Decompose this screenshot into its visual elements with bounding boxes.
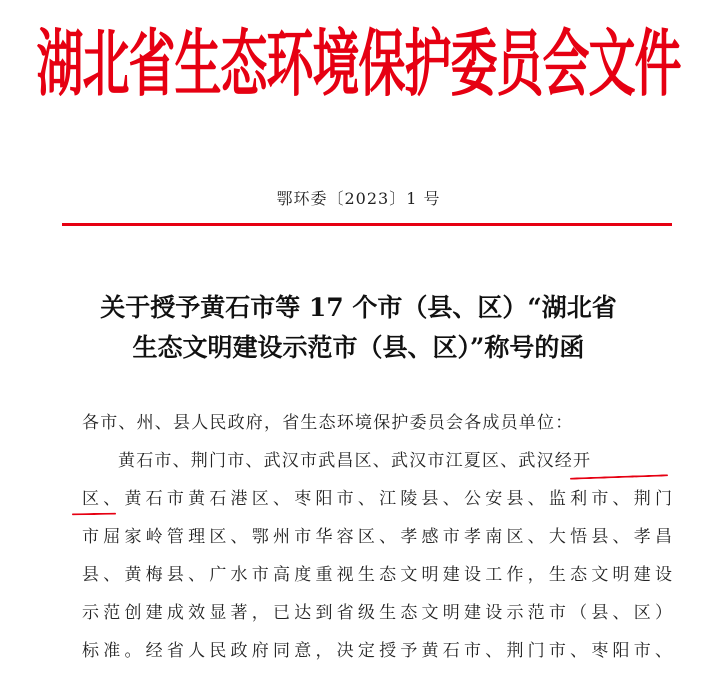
body-line: 标准。经省人民政府同意，决定授予黄石市、荆门市、枣阳市、 <box>82 641 672 661</box>
document-header-title: 湖北省生态环境保护委员会文件 <box>36 21 681 107</box>
document-title-line-2: 生态文明建设示范市（县、区）”称号的函 <box>132 333 585 362</box>
body-line: 县、黄梅县、广水市高度重视生态文明建设工作，生态文明建设 <box>82 565 672 585</box>
body-line: 黄石市、荆门市、武汉市武昌区、武汉市江夏区、武汉经开 <box>118 451 592 471</box>
salutation: 各市、州、县人民政府，省生态环境保护委员会各成员单位： <box>82 413 574 433</box>
document-body <box>82 410 672 676</box>
document-title <box>40 288 677 368</box>
red-divider-line <box>62 223 672 226</box>
body-line: 区、黄石市黄石港区、枣阳市、江陵县、公安县、监利市、荆门 <box>82 489 672 509</box>
body-line: 示范创建成效显著，已达到省级生态文明建设示范市（县、区） <box>82 603 672 623</box>
document-number: 鄂环委〔2023〕1 号 <box>276 189 441 208</box>
body-line: 市屈家岭管理区、鄂州市华容区、孝感市孝南区、大悟县、孝昌 <box>82 527 672 547</box>
document-title-line-1: 关于授予黄石市等 17 个市（县、区）“湖北省 <box>100 293 617 322</box>
